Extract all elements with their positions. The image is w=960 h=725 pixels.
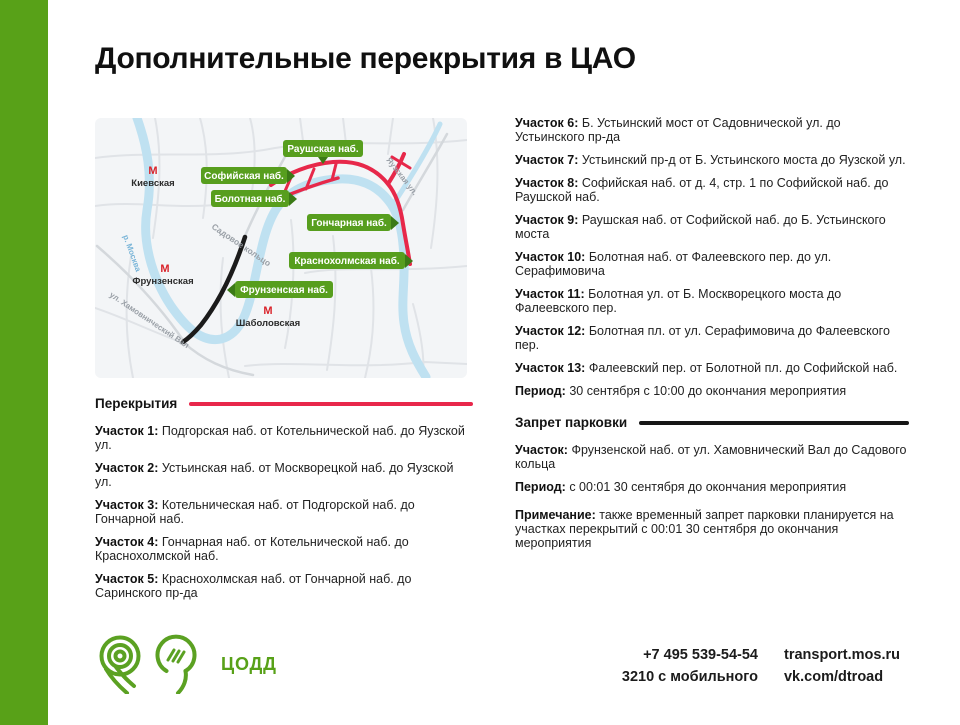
closure-item-text: Раушская наб. от Софийской наб. до Б. Устьинского моста [515, 213, 886, 241]
svg-text:Фрунзенская наб.: Фрунзенская наб. [240, 285, 328, 296]
closure-item-label: Участок 3: [95, 498, 159, 512]
parking-ban-heading: Запрет парковки [515, 415, 628, 430]
closure-item-11 [515, 287, 909, 315]
svg-text:Болотная наб.: Болотная наб. [214, 194, 286, 205]
closure-item-6 [515, 116, 909, 144]
closure-item-2 [95, 461, 473, 489]
closures-period [515, 384, 909, 398]
closure-item-label: Участок 2: [95, 461, 159, 475]
contact-links [784, 644, 900, 688]
river-name-label: р. Москва [121, 233, 143, 273]
note-text: также временный запрет парковки планируется на участках перекрытий с 00:01 30 сентября до окончания мероприятия [515, 508, 894, 550]
closure-item-label: Участок 10: [515, 250, 586, 264]
codd-logo [95, 634, 277, 694]
contact-phones [622, 644, 758, 688]
closure-item-text: Фалеевский пер. от Болотной пл. до Софийской наб. [588, 361, 898, 375]
closure-item-label: Участок 7: [515, 153, 579, 167]
closures-heading: Перекрытия [95, 396, 178, 411]
parking-ban-section [515, 443, 909, 471]
map-label-sofiyskaya [201, 167, 295, 184]
closures-map [95, 118, 467, 378]
closure-item-text: Болотная ул. от Б. Москворецкого моста до Фалеевского пер. [515, 287, 842, 315]
closure-item-label: Участок 11: [515, 287, 585, 301]
closure-item-label: Участок 13: [515, 361, 586, 375]
street-name-yauzskaya: Яузская ул. [384, 155, 420, 197]
parking-section-text: Фрунзенской наб. от ул. Хамовнический Вал до Садового кольца [515, 443, 907, 471]
site-link: transport.mos.ru [783, 647, 900, 663]
org-name: ЦОДД [221, 653, 277, 674]
closure-item-label: Участок 1: [95, 424, 159, 438]
closure-item-13 [515, 361, 909, 375]
parking-ban-section-header [515, 415, 909, 430]
closure-item-text: Краснохолмская наб. от Гончарной наб. до Саринского пр-да [95, 572, 412, 600]
closure-item-7 [515, 153, 909, 167]
map-label-bolotnaya [211, 190, 297, 207]
note-label: Примечание: [515, 508, 596, 522]
closure-item-text: Б. Устьинский мост от Садовнической ул. до Устьинского пр-да [515, 116, 841, 144]
period-label: Период: [515, 384, 566, 398]
closure-item-label: Участок 4: [95, 535, 159, 549]
svg-text:Гончарная наб.: Гончарная наб. [311, 218, 387, 229]
closure-item-text: Софийская наб. от д. 4, стр. 1 по Софийской наб. до Раушской наб. [515, 176, 889, 204]
map-label-krasnokholmskaya [289, 252, 413, 269]
metro-name-shabolovskaya: Шаболовская [235, 318, 301, 329]
map-canvas [95, 118, 467, 378]
closures-column-left [95, 396, 473, 609]
closure-item-5 [95, 572, 473, 600]
svg-text:Краснохолмская наб.: Краснохолмская наб. [294, 256, 400, 267]
closure-item-3 [95, 498, 473, 526]
closure-item-text: Болотная пл. от ул. Серафимовича до Фалеевского пер. [515, 324, 890, 352]
metro-icon: М [263, 305, 273, 317]
closure-item-label: Участок 6: [515, 116, 579, 130]
phone-number: +7 495 539-54-54 [643, 647, 758, 663]
green-side-strip [0, 0, 48, 725]
closure-item-text: Устьинский пр-д от Б. Устьинского моста до Яузской ул. [581, 153, 906, 167]
closure-item-1 [95, 424, 473, 452]
closure-item-12 [515, 324, 909, 352]
closure-item-label: Участок 12: [515, 324, 586, 338]
closure-item-text: Подгорская наб. от Котельнической наб. до Яузской ул. [95, 424, 465, 452]
closure-item-10 [515, 250, 909, 278]
page-title: Дополнительные перекрытия в ЦАО [95, 42, 636, 75]
closure-item-4 [95, 535, 473, 563]
street-name-sadovoe: Садовое кольцо [209, 221, 273, 269]
closures-column-right [515, 116, 909, 559]
closure-item-text: Котельническая наб. от Подгорской наб. до Гончарной наб. [95, 498, 415, 526]
metro-name-kievskaya: Киевская [131, 178, 175, 189]
closures-red-rule [189, 402, 473, 406]
closure-item-8 [515, 176, 909, 204]
footer-contacts [622, 644, 900, 688]
metro-icon: М [160, 263, 170, 275]
closure-item-text: Устьинская наб. от Москворецкой наб. до Яузской ул. [95, 461, 454, 489]
metro-icon: М [148, 165, 158, 177]
closure-item-label: Участок 9: [515, 213, 579, 227]
closures-section-header [95, 396, 473, 411]
closure-item-text: Гончарная наб. от Котельнической наб. до Краснохолмской наб. [95, 535, 409, 563]
parking-section-label: Участок: [515, 443, 568, 457]
phone-mobile: 3210 с мобильного [621, 669, 758, 685]
map-label-frunzenskaya [227, 281, 333, 298]
map-label-goncharnaya [307, 214, 399, 231]
codd-logo-marks [95, 634, 205, 694]
parking-period-label: Период: [515, 480, 566, 494]
svg-text:Раушская наб.: Раушская наб. [287, 144, 359, 155]
map-label-raushskaya [283, 140, 363, 164]
period-text: 30 сентября с 10:00 до окончания мероприятия [569, 384, 847, 398]
parking-period-text: с 00:01 30 сентября до окончания мероприятия [569, 480, 847, 494]
parking-ban-period [515, 480, 909, 494]
closure-item-label: Участок 8: [515, 176, 579, 190]
svg-text:Софийская наб.: Софийская наб. [204, 171, 284, 182]
parking-ban-note [515, 508, 909, 550]
closure-item-text: Болотная наб. от Фалеевского пер. до ул. Серафимовича [515, 250, 832, 278]
closure-item-label: Участок 5: [95, 572, 159, 586]
vk-link: vk.com/dtroad [783, 669, 884, 685]
metro-name-frunzenskaya: Фрунзенская [132, 276, 194, 287]
street-name-khamovnichesky: ул. Хамовнический Вал [107, 290, 191, 351]
closure-item-9 [515, 213, 909, 241]
parking-ban-black-rule [639, 421, 909, 425]
